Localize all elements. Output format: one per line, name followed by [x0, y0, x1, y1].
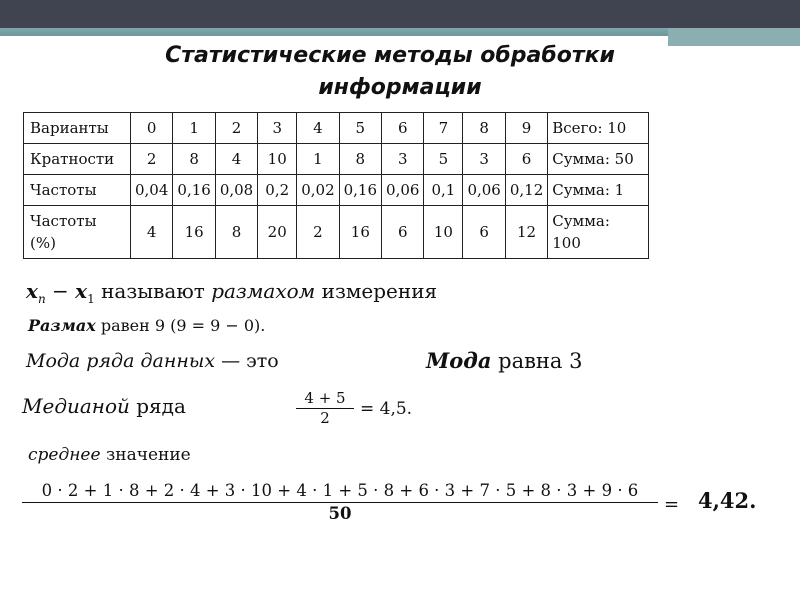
table-cell: 0,16 [339, 175, 381, 206]
slide-accent-block [668, 28, 800, 48]
table-cell: 10 [424, 206, 463, 259]
table-row [24, 144, 649, 175]
mean-fraction [22, 480, 658, 525]
mean-rest: значение [100, 445, 191, 465]
slide-title [130, 40, 650, 104]
row-label: Кратности [24, 144, 131, 175]
median-term: Медианой [22, 394, 130, 418]
row-sum: Сумма: 50 [548, 144, 649, 175]
range-value [28, 316, 265, 335]
table-cell: 8 [215, 206, 257, 259]
table-cell: 8 [339, 144, 381, 175]
table-cell: 0,08 [215, 175, 257, 206]
row-sum: Всего: 10 [548, 113, 649, 144]
row-sum-line2: 100 [552, 234, 581, 252]
table-cell: 6 [382, 113, 424, 144]
row-label [24, 206, 131, 259]
table-cell: 10 [258, 144, 297, 175]
table-cell: 2 [131, 144, 173, 175]
range-term: размахом [211, 279, 316, 303]
median-numerator: 4 + 5 [304, 389, 346, 407]
table-cell: 8 [463, 113, 505, 144]
table-cell: 0,06 [382, 175, 424, 206]
median-rest: ряда [129, 394, 186, 418]
mode-value-rest: равна 3 [491, 349, 583, 373]
table-cell: 8 [173, 144, 215, 175]
table-cell: 5 [424, 144, 463, 175]
range-value-rest: равен 9 (9 = 9 − 0). [95, 316, 266, 335]
table-row [24, 206, 649, 259]
table-cell: 1 [297, 144, 339, 175]
var-x1: x [75, 279, 88, 303]
mean-equals: = [664, 494, 680, 515]
table-cell: 6 [505, 144, 547, 175]
table-cell: 6 [382, 206, 424, 259]
table-cell: 0,2 [258, 175, 297, 206]
var-x1-sub: 1 [87, 292, 95, 306]
frequency-table [23, 112, 649, 259]
row-label-line2: (%) [30, 234, 56, 252]
median-label [22, 394, 186, 418]
table-cell: 20 [258, 206, 297, 259]
table-row [24, 175, 649, 206]
range-value-term: Размах [28, 316, 96, 335]
table-cell: 0 [131, 113, 173, 144]
mode-value [426, 348, 582, 373]
slide-title-line1: Статистические методы обработки [165, 43, 615, 68]
table-cell: 4 [215, 144, 257, 175]
table-cell: 6 [463, 206, 505, 259]
row-sum [548, 206, 649, 259]
row-sum: Сумма: 1 [548, 175, 649, 206]
row-sum-line1: Сумма: [552, 212, 610, 230]
minus-sign: − [45, 279, 76, 303]
table-cell: 0,04 [131, 175, 173, 206]
table-cell: 0,16 [173, 175, 215, 206]
table-cell: 1 [173, 113, 215, 144]
slide-title-line2: информации [318, 75, 482, 100]
mean-result: 4,42. [698, 488, 757, 513]
table-cell: 16 [173, 206, 215, 259]
row-label: Частоты [24, 175, 131, 206]
mode-def-rest: это [246, 350, 279, 372]
table-cell: 0,1 [424, 175, 463, 206]
mode-def-dash: — [215, 350, 247, 372]
table-cell: 3 [258, 113, 297, 144]
mode-def-term: Мода ряда данных [26, 350, 216, 372]
range-definition [26, 279, 437, 306]
table-row [24, 113, 649, 144]
table-cell: 0,12 [505, 175, 547, 206]
table-cell: 3 [382, 144, 424, 175]
table-cell: 16 [339, 206, 381, 259]
var-xn: x [26, 279, 38, 303]
mean-numerator: 0 · 2 + 1 · 8 + 2 · 4 + 3 · 10 + 4 · 1 + 5 · 8 + 6 · 3 + 7 · 5 + 8 · 3 + 9 · 6 [41, 481, 639, 500]
table-cell: 2 [215, 113, 257, 144]
table-cell: 0,06 [463, 175, 505, 206]
table-cell: 5 [339, 113, 381, 144]
median-result: = 4,5. [360, 399, 413, 419]
var-xn-sub: n [37, 292, 46, 306]
table-cell: 12 [505, 206, 547, 259]
mean-term: среднее [28, 445, 101, 465]
mode-value-term: Мода [426, 348, 492, 373]
median-denominator: 2 [320, 409, 330, 427]
table-cell: 4 [297, 113, 339, 144]
range-def-rest: измерения [315, 279, 438, 303]
table-cell: 4 [131, 206, 173, 259]
slide-top-bar [0, 0, 800, 28]
row-label: Варианты [24, 113, 131, 144]
mode-definition [26, 350, 279, 372]
table-cell: 3 [463, 144, 505, 175]
table-cell: 2 [297, 206, 339, 259]
mean-denominator: 50 [328, 504, 352, 523]
range-def-text: называют [94, 279, 212, 303]
table-cell: 0,02 [297, 175, 339, 206]
mean-label [28, 445, 191, 465]
median-fraction [296, 389, 354, 428]
table-cell: 7 [424, 113, 463, 144]
row-label-line1: Частоты [30, 212, 97, 230]
table-cell: 9 [505, 113, 547, 144]
